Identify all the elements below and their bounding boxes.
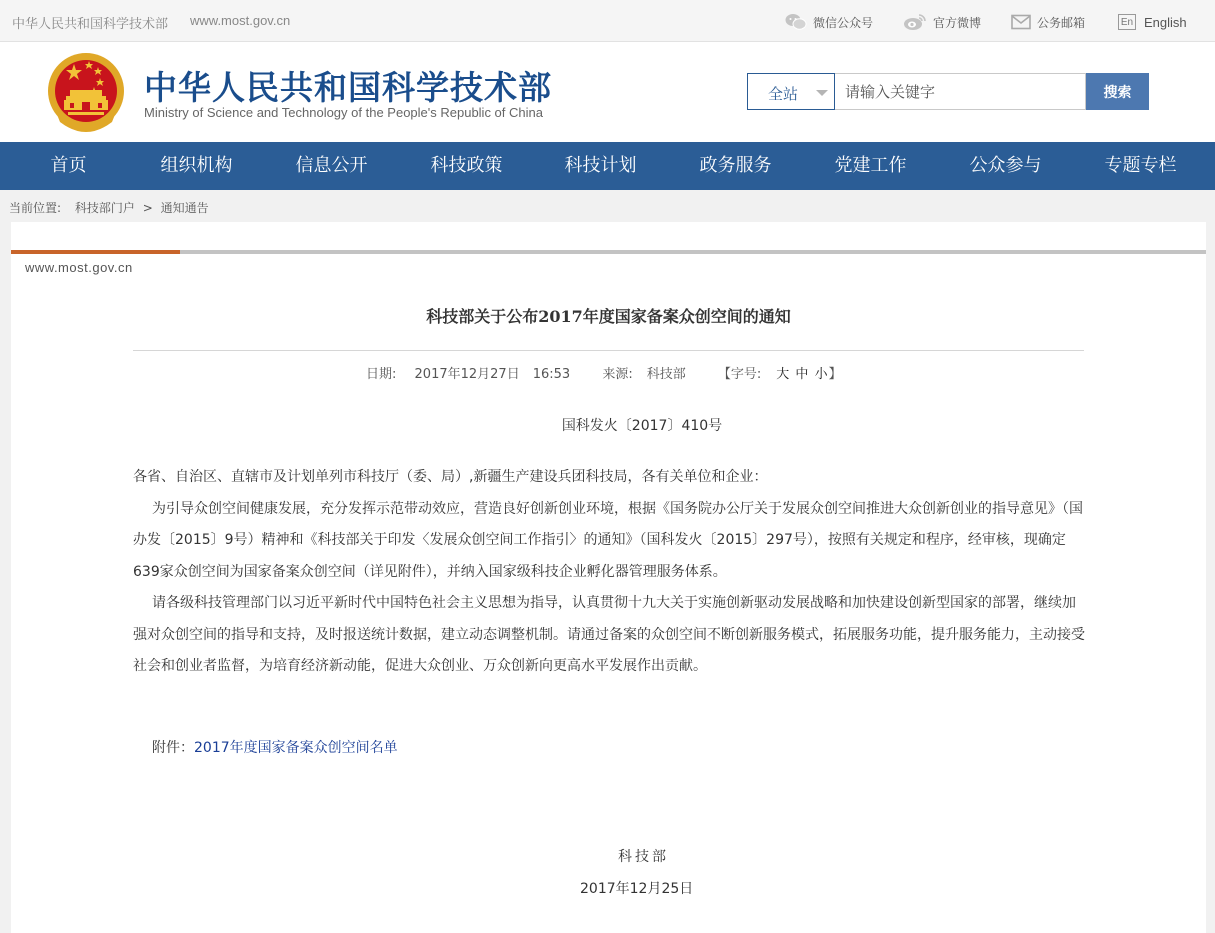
weibo-label: 官方微博: [933, 15, 982, 30]
english-label: English: [1144, 14, 1187, 30]
card-site-url: www.most.gov.cn: [25, 260, 133, 275]
ministry-title[interactable]: 中华人民共和国科学技术部: [144, 68, 552, 107]
article-title: 科技部关于公布2017年度国家备案众创空间的通知: [426, 307, 791, 326]
breadcrumb-separator: >: [142, 201, 153, 215]
topbar-site-name[interactable]: 中华人民共和国科学技术部: [12, 17, 169, 32]
wechat-icon: [785, 13, 807, 31]
topbar-site-url[interactable]: www.most.gov.cn: [190, 13, 291, 28]
article-body: [133, 462, 1086, 683]
font-size-small[interactable]: 小: [814, 367, 828, 382]
breadcrumb: [9, 199, 209, 216]
font-size-label: 【字号:: [717, 367, 762, 382]
nav-item-organization[interactable]: 组织机构: [160, 155, 233, 176]
wechat-link[interactable]: [785, 12, 873, 32]
search-input[interactable]: [835, 73, 1086, 110]
source-label: 来源:: [602, 367, 633, 382]
site-header: [0, 42, 1215, 142]
font-size-close: 】: [828, 367, 842, 382]
main-nav: [0, 142, 1215, 190]
nav-item-policy[interactable]: 科技政策: [430, 155, 503, 176]
nav-item-programs[interactable]: 科技计划: [564, 155, 637, 176]
font-size-large[interactable]: 大: [776, 367, 790, 382]
mail-link[interactable]: [1011, 12, 1085, 32]
paragraph-1: 为引导众创空间健康发展，充分发挥示范带动效应，营造良好创新创业环境，根据《国务院办公厅关于发展众创空间推进大众创新创业的指导意见》（国办发〔2015〕9号）精神和《科技部关于印发〈发展众创空间工作指引〉的通知》（国科发火〔2015〕297号），按照有关规定和程序，经审核，现确定639家众创空间为国家备案众创空间（详见附件），并纳入国家级科技企业孵化器管理服务体系。: [133, 500, 1083, 580]
nav-item-party[interactable]: 党建工作: [834, 155, 907, 176]
english-icon: En: [1118, 14, 1136, 30]
nav-item-public[interactable]: 公众参与: [969, 155, 1042, 176]
date-value: 2017年12月27日 16:53: [414, 367, 571, 382]
source-value: 科技部: [646, 367, 686, 382]
ministry-subtitle: Ministry of Science and Technology of the People's Republic of China: [144, 105, 543, 120]
source-info: [602, 367, 699, 382]
title-divider: [133, 350, 1084, 351]
article-card: [11, 222, 1206, 933]
salutation: 各省、自治区、直辖市及计划单列市科技厅（委、局）,新疆生产建设兵团科技局，各有关单位和企业：: [133, 469, 768, 485]
nav-item-services[interactable]: 政务服务: [699, 155, 772, 176]
paragraph-2: 请各级科技管理部门以习近平新时代中国特色社会主义思想为指导，认真贯彻十九大关于实施创新驱动发展战略和加快建设创新型国家的部署，继续加强对众创空间的指导和支持，及时报送统计数据，建立动态调整机制。请通过备案的众创空间不断创新服务模式，拓展服务功能，提升服务能力，主动接受社会和创业者监督，为培育经济新动能，促进大众创业、万众创新向更高水平发展作出贡献。: [133, 595, 1085, 674]
national-emblem-icon[interactable]: [44, 50, 128, 136]
attachment: [152, 737, 398, 757]
breadcrumb-item-portal[interactable]: 科技部门户: [74, 201, 135, 215]
search-scope-select[interactable]: [747, 73, 835, 110]
signature-date: 2017年12月25日: [580, 881, 694, 897]
nav-item-home[interactable]: 首页: [50, 155, 87, 176]
card-accent-bar: [11, 250, 180, 254]
font-size-medium[interactable]: 中: [795, 367, 809, 382]
attachment-link[interactable]: 2017年度国家备案众创空间名单: [194, 740, 398, 756]
nav-item-topics[interactable]: 专题专栏: [1104, 155, 1177, 176]
search-button[interactable]: 搜索: [1086, 73, 1149, 110]
top-utility-bar: [0, 0, 1215, 42]
signature-org: 科技部: [618, 849, 669, 865]
english-link[interactable]: [1118, 12, 1187, 32]
date-info: [366, 367, 584, 382]
breadcrumb-item-notices[interactable]: 通知通告: [160, 201, 209, 215]
mail-label: 公务邮箱: [1037, 15, 1086, 30]
weibo-icon: [903, 13, 927, 31]
mail-icon: [1011, 14, 1031, 30]
card-divider-bar: [180, 250, 1206, 254]
nav-item-disclosure[interactable]: 信息公开: [295, 155, 368, 176]
article-meta: [366, 363, 870, 382]
date-label: 日期:: [366, 367, 397, 382]
chevron-down-icon: [816, 90, 828, 96]
attachment-label: 附件：: [152, 740, 194, 756]
weibo-link[interactable]: [903, 12, 981, 32]
breadcrumb-label: 当前位置:: [9, 201, 62, 215]
wechat-label: 微信公众号: [813, 15, 874, 30]
font-size-control: [718, 367, 856, 382]
search-scope-value: 全站: [768, 85, 799, 103]
document-number: 国科发火〔2017〕410号: [561, 418, 723, 434]
